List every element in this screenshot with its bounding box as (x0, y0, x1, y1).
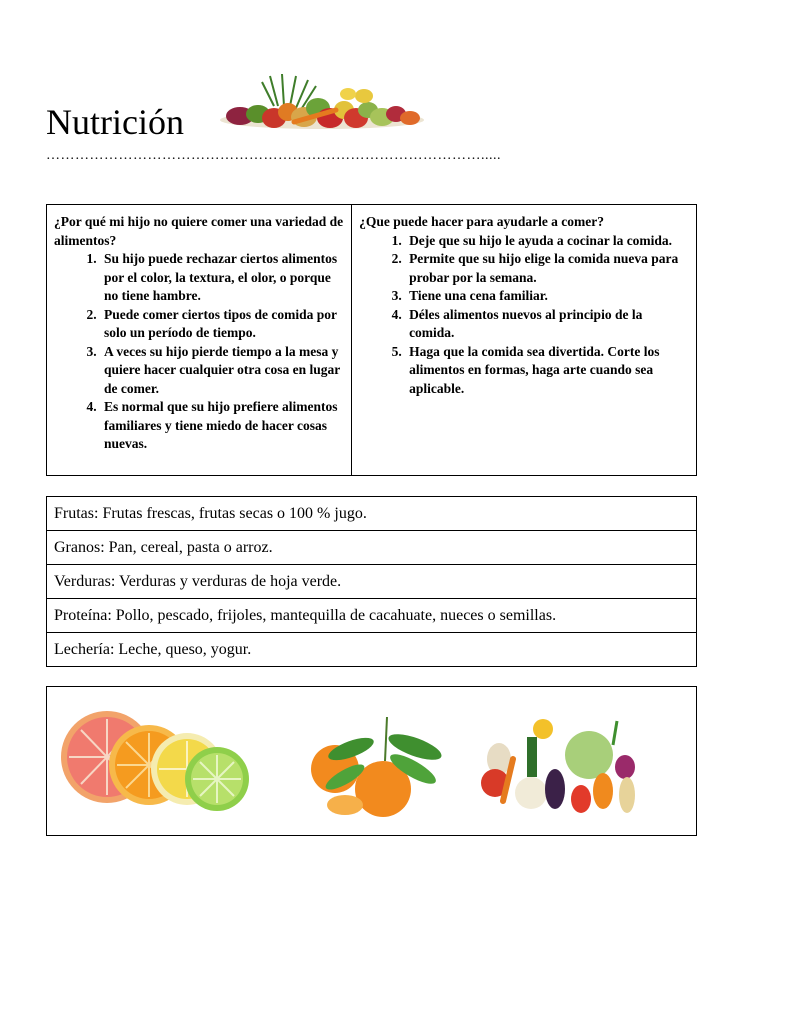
help-column (352, 205, 696, 475)
tangerines-image (305, 713, 451, 825)
produce-banner-image (218, 70, 426, 132)
food-group-grains: Granos: Pan, cereal, pasta o arroz. (47, 531, 696, 565)
help-item: 5. Haga que la comida sea divertida. Corte los alimentos en formas, haga arte cuando sea aplicable. (405, 343, 690, 399)
page-title: Nutrición (46, 102, 184, 142)
why-list (54, 250, 345, 454)
qa-table (46, 204, 697, 476)
why-item: 1. Su hijo puede rechazar ciertos alimentos por el color, la textura, el olor, o porque no tiene hambre. (100, 250, 345, 306)
food-group-protein: Proteína: Pollo, pescado, frijoles, mantequilla de cacahuate, nueces o semillas. (47, 599, 696, 633)
help-item: 3. Tiene una cena familiar. (405, 287, 690, 306)
help-list (359, 232, 690, 399)
why-item: 2. Puede comer ciertos tipos de comida por solo un período de tiempo. (100, 306, 345, 343)
help-heading: ¿Que puede hacer para ayudarle a comer? (359, 214, 605, 229)
why-heading: ¿Por qué mi hijo no quiere comer una variedad de alimentos? (54, 214, 344, 248)
help-item: 1. Deje que su hijo le ayuda a cocinar la comida. (405, 232, 690, 251)
dotted-divider: ………………………………………………………………………………..... (46, 148, 501, 163)
citrus-slices-image (59, 705, 249, 815)
help-item: 4. Déles alimentos nuevos al principio de la comida. (405, 306, 690, 343)
food-group-fruits: Frutas: Frutas frescas, frutas secas o 100 % jugo. (47, 497, 696, 531)
why-item: 4. Es normal que su hijo prefiere alimentos familiares y tiene miedo de hacer cosas nuevas. (100, 398, 345, 454)
food-group-vegetables: Verduras: Verduras y verduras de hoja verde. (47, 565, 696, 599)
food-group-dairy: Lechería: Leche, queso, yogur. (54, 641, 252, 658)
why-item: 3. A veces su hijo pierde tiempo a la mesa y quiere hacer cualquier otra cosa en lugar de comer. (100, 343, 345, 399)
food-groups-table (46, 496, 697, 667)
vegetables-image (477, 715, 643, 827)
why-column (47, 205, 352, 475)
help-item: 2. Permite que su hijo elige la comida nueva para probar por la semana. (405, 250, 690, 287)
food-images-panel (46, 686, 697, 836)
